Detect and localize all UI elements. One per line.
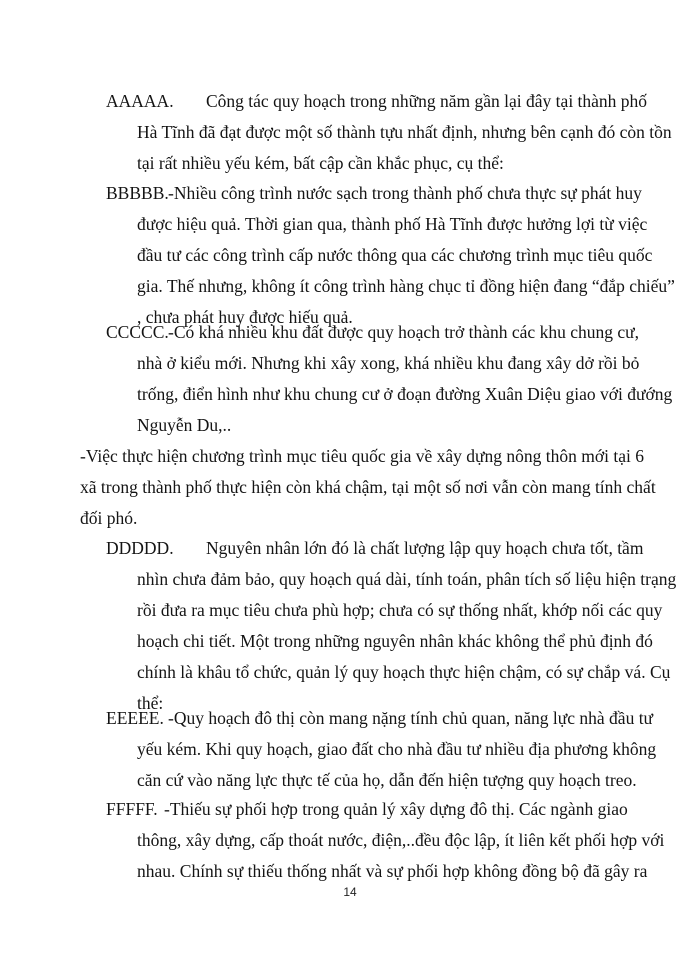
paragraph-marker: AAAAA. — [106, 91, 174, 111]
paragraph-line: xã trong thành phố thực hiện còn khá chậm, tại một số nơi vẫn còn mang tính chất — [80, 477, 656, 497]
paragraph-line: nhìn chưa đảm bảo, quy hoạch quá dài, tính toán, phân tích số liệu hiện trạng — [137, 569, 677, 589]
paragraph-marker: CCCCC. — [106, 322, 169, 342]
paragraph-line: nhau. Chính sự thiếu thống nhất và sự phối hợp không đồng bộ đã gây ra — [137, 861, 648, 881]
paragraph-line: Nguyên nhân lớn đó là chất lượng lập quy hoạch chưa tốt, tầm — [206, 538, 644, 558]
paragraph-line: nhà ở kiểu mới. Nhưng khi xây xong, khá nhiều khu đang xây dở rồi bỏ — [137, 353, 640, 373]
paragraph-line: -Nhiều công trình nước sạch trong thành phố chưa thực sự phát huy — [168, 183, 642, 203]
paragraph-line: tại rất nhiều yếu kém, bất cập cần khắc phục, cụ thể: — [137, 153, 504, 173]
paragraph-marker: FFFFF. — [106, 799, 158, 819]
paragraph-line: -Quy hoạch đô thị còn mang nặng tính chủ quan, năng lực nhà đầu tư — [168, 708, 654, 728]
paragraph-b — [106, 178, 675, 333]
paragraph-line: trống, điển hình như khu chung cư ở đoạn đường Xuân Diệu giao với đướng — [137, 384, 673, 404]
paragraph-line: , chưa phát huy được hiếu quả. — [137, 307, 353, 327]
paragraph-line: đối phó. — [80, 508, 138, 528]
paragraph-line: thể: — [137, 693, 164, 713]
paragraph-line: rồi đưa ra mục tiêu chưa phù hợp; chưa có sự thống nhất, khớp nối các quy — [137, 600, 663, 620]
paragraph-e — [106, 703, 656, 796]
paragraph-line: -Thiếu sự phối hợp trong quản lý xây dựng đô thị. Các ngành giao — [164, 799, 628, 819]
paragraph-d — [106, 533, 676, 719]
paragraph-line: được hiệu quả. Thời gian qua, thành phố Hà Tĩnh được hưởng lợi từ việc — [137, 214, 648, 234]
paragraph-line: căn cứ vào năng lực thực tế của họ, dẫn đến hiện tượng quy hoạch treo. — [137, 770, 637, 790]
paragraph-marker: DDDDD. — [106, 538, 174, 558]
paragraph-line: -Có khá nhiều khu đất được quy hoạch trở thành các khu chung cư, — [168, 322, 639, 342]
paragraph-marker: BBBBB. — [106, 183, 169, 203]
paragraph-line: hoạch chi tiết. Một trong những nguyên nhân khác không thể phủ định đó — [137, 631, 653, 651]
paragraph-marker: EEEEE. — [106, 708, 164, 728]
paragraph-f — [106, 794, 664, 887]
paragraph-a — [106, 86, 672, 179]
page-number: 14 — [343, 885, 357, 899]
paragraph-line: thông, xây dựng, cấp thoát nước, điện,..đều độc lập, ít liên kết phối hợp với — [137, 830, 665, 850]
paragraph-line: -Việc thực hiện chương trình mục tiêu quốc gia về xây dựng nông thôn mới tại 6 — [80, 446, 644, 466]
paragraph-line: gia. Thế nhưng, không ít công trình hàng chục tỉ đồng hiện đang “đắp chiếu” — [137, 276, 675, 296]
paragraph-line: Công tác quy hoạch trong những năm gần lại đây tại thành phố — [206, 91, 648, 111]
paragraph-c — [106, 317, 672, 441]
paragraph-unmarked — [80, 441, 656, 534]
paragraph-line: chính là khâu tổ chức, quản lý quy hoạch thực hiện chậm, có sự chắp vá. Cụ — [137, 662, 671, 682]
paragraph-line: Nguyễn Du,.. — [137, 415, 232, 435]
paragraph-line: đầu tư các công trình cấp nước thông qua các chương trình mục tiêu quốc — [137, 245, 653, 265]
paragraph-line: Hà Tĩnh đã đạt được một số thành tựu nhất định, nhưng bên cạnh đó còn tồn — [137, 122, 672, 142]
paragraph-line: yếu kém. Khi quy hoạch, giao đất cho nhà đầu tư nhiều địa phương không — [137, 739, 657, 759]
